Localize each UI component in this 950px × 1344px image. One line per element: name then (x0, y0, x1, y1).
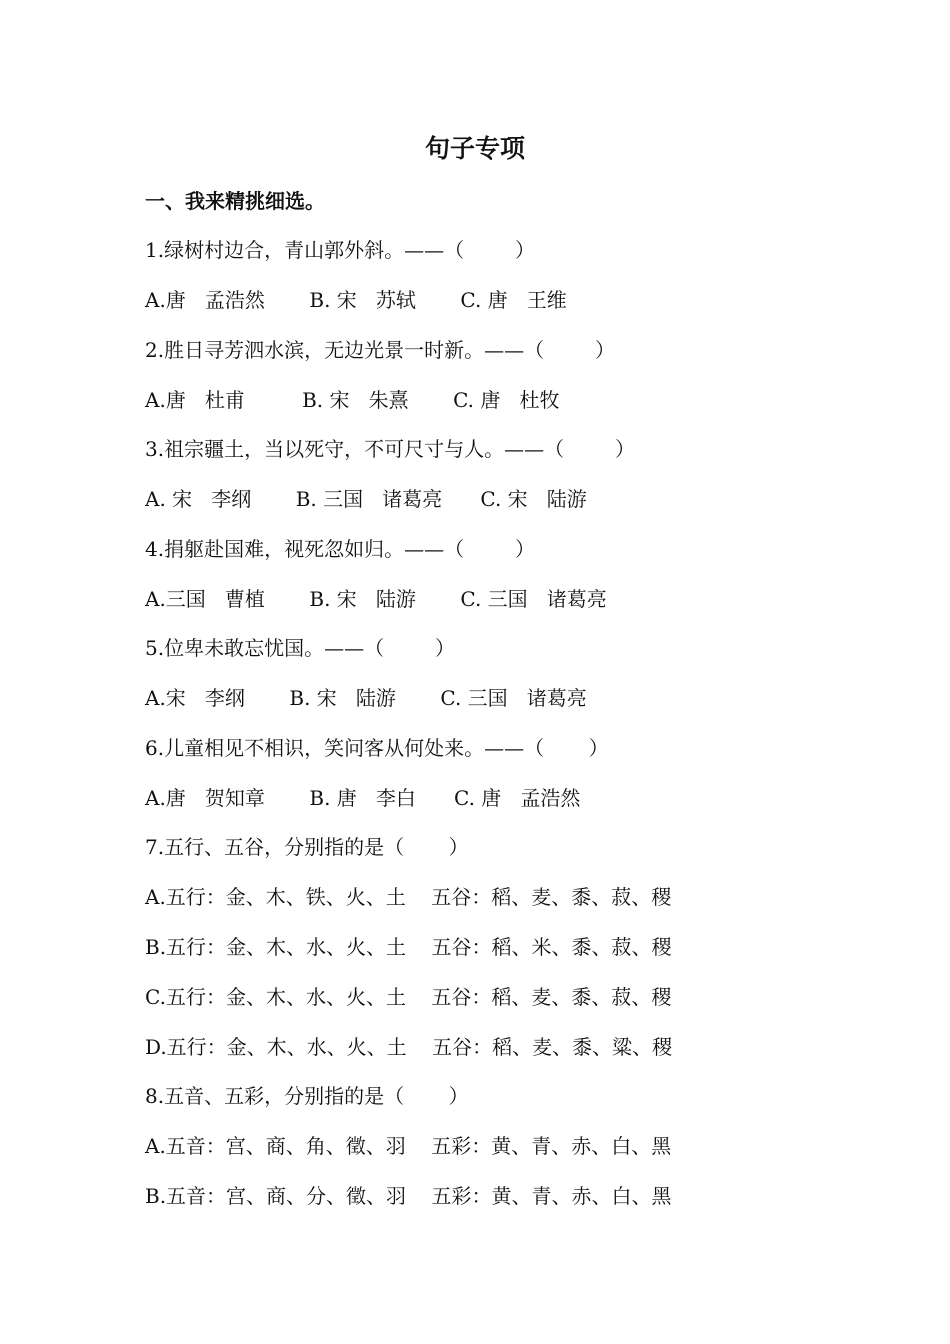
question-2: 2.胜日寻芳泗水滨，无边光景一时新。——（ ） (145, 338, 615, 362)
section-heading: 一、我来精挑细选。 (145, 189, 325, 213)
options-1: A.唐 孟浩然 B. 宋 苏轼 C. 唐 王维 (145, 288, 567, 312)
option-8b: B.五音：宫、商、分、徵、羽 五彩：黄、青、赤、白、黑 (145, 1184, 672, 1208)
option-7c: C.五行：金、木、水、火、土 五谷：稻、麦、黍、菽、稷 (145, 985, 672, 1009)
question-8: 8.五音、五彩，分别指的是（ ） (145, 1084, 469, 1108)
options-4: A.三国 曹植 B. 宋 陆游 C. 三国 诸葛亮 (145, 587, 607, 611)
question-1: 1.绿树村边合，青山郭外斜。——（ ） (145, 238, 535, 262)
page-title: 句子专项 (424, 134, 525, 163)
question-7: 7.五行、五谷，分别指的是（ ） (145, 835, 469, 859)
options-5: A.宋 李纲 B. 宋 陆游 C. 三国 诸葛亮 (145, 686, 587, 710)
option-7d: D.五行：金、木、水、火、土 五谷：稻、麦、黍、粱、稷 (145, 1035, 673, 1059)
option-7b: B.五行：金、木、水、火、土 五谷：稻、米、黍、菽、稷 (145, 935, 672, 959)
question-6: 6.儿童相见不相识，笑问客从何处来。——（ ） (145, 736, 609, 760)
option-8a: A.五音：宫、商、角、徵、羽 五彩：黄、青、赤、白、黑 (145, 1134, 672, 1158)
option-7a: A.五行：金、木、铁、火、土 五谷：稻、麦、黍、菽、稷 (145, 885, 672, 909)
options-3: A. 宋 李纲 B. 三国 诸葛亮 C. 宋 陆游 (145, 487, 587, 511)
question-5: 5.位卑未敢忘忧国。——（ ） (145, 636, 455, 660)
question-3: 3.祖宗疆土，当以死守，不可尺寸与人。——（ ） (145, 437, 635, 461)
question-4: 4.捐躯赴国难，视死忽如归。——（ ） (145, 537, 535, 561)
options-6: A.唐 贺知章 B. 唐 李白 C. 唐 孟浩然 (145, 786, 581, 810)
options-2: A.唐 杜甫 B. 宋 朱熹 C. 唐 杜牧 (145, 388, 560, 412)
